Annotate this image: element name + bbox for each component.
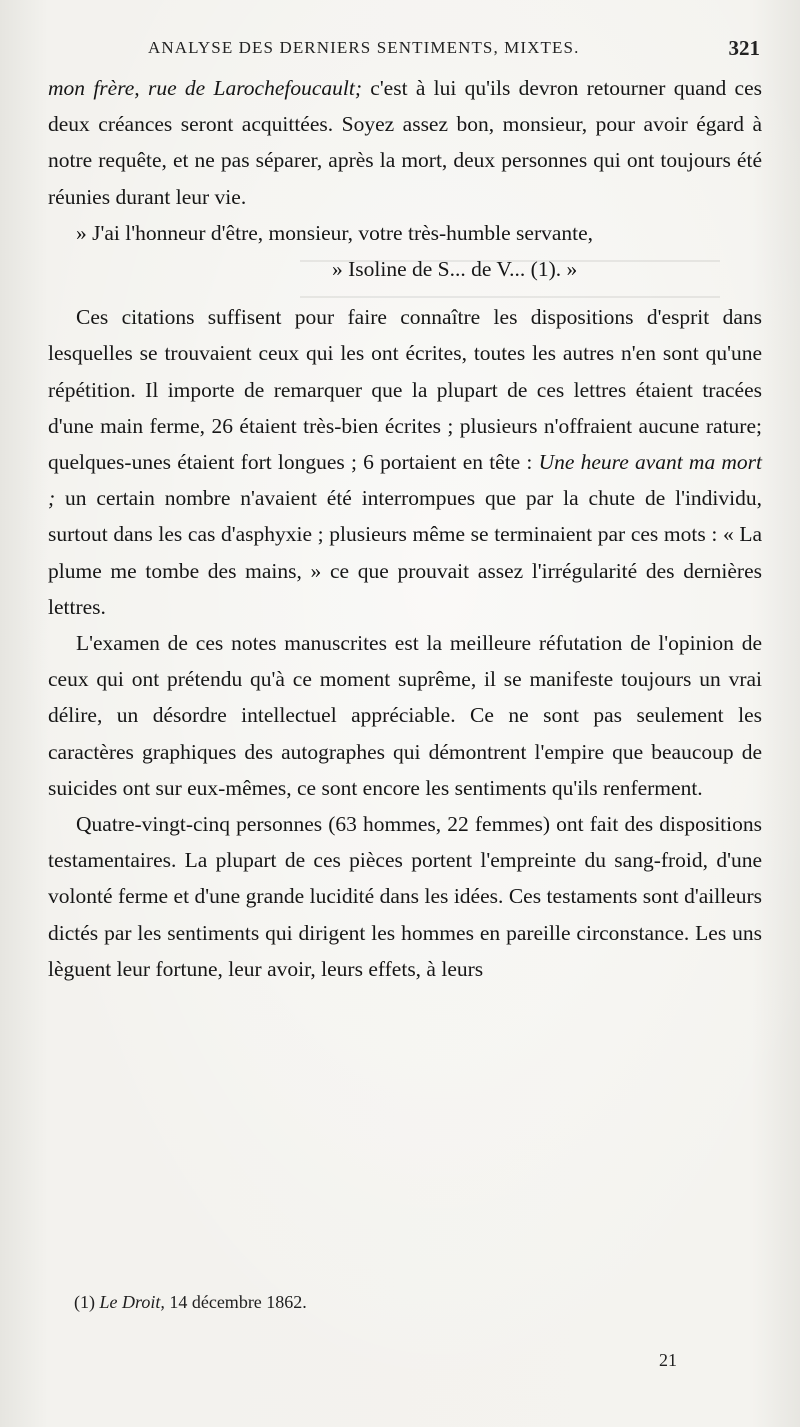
running-head: ANALYSE DES DERNIERS SENTIMENTS, MIXTES. bbox=[148, 38, 580, 57]
paragraph-examination: L'examen de ces notes manuscrites est la meilleure réfutation de l'opinion de ceux qui ont prétendu qu'à ce moment suprême, il se manifeste toujours un vrai délire, un désordre intellectuel appréciable. Ce ne sont pas seulement les caractères graphiques des autographes qui démontrent l'empire que beaucoup de suicides ont sur eux-mêmes, ce sont encore les sentiments qu'ils renferment. bbox=[48, 631, 762, 800]
italic-quote: Une heure avant ma mort ; bbox=[48, 450, 763, 511]
main-text bbox=[48, 70, 762, 987]
page-header bbox=[148, 36, 760, 64]
paragraph-testaments: Quatre-vingt-cinq personnes (63 hommes, 22 femmes) ont fait des dispositions testamentaires. La plupart de ces pièces portent l'empreinte du sang-froid, d'une volonté ferme et d'une grande lucidité dans les idées. Ces testaments sont d'ailleurs dictés par les sentiments qui dirigent les hommes en pareille circonstance. Les uns lèguent leur fortune, leur avoir, leurs effets, à leurs bbox=[48, 812, 762, 981]
letter-signature: » Isoline de S... de V... (1). » bbox=[332, 257, 578, 282]
paragraph-citations bbox=[48, 299, 762, 625]
footnote-marker: (1) bbox=[74, 1292, 95, 1312]
footnote-date: 14 décembre 1862. bbox=[169, 1292, 307, 1312]
paragraph-letter-continuation bbox=[48, 70, 762, 215]
footnote bbox=[74, 1292, 307, 1313]
italic-address: mon frère, rue de Larochefoucault; bbox=[48, 76, 362, 100]
footnote-source: Le Droit, bbox=[99, 1292, 165, 1312]
page-number: 321 bbox=[728, 36, 760, 60]
citations-text-start: Ces citations suffisent pour faire connaître les dispositions d'esprit dans lesquelles se trouvaient ceux qui les ont écrites, toutes les autres n'en sont qu'une répétition. Il importe de remarquer que la plupart de ces lettres étaient tracées d'une main ferme, 26 étaient très-bien écrites ; plusieurs n'offraient aucune rature; quelques-unes étaient fort longues ; 6 portaient en tête : bbox=[48, 305, 762, 475]
citations-text-end: un certain nombre n'avaient été interrompues que par la chute de l'individu, surtout dans les cas d'asphyxie ; plusieurs même se terminaient par ces mots : « La plume me tombe des mains, » ce que prouvait assez l'irrégularité des dernières lettres. bbox=[48, 486, 762, 619]
letter-text: c'est à lui qu'ils devron retourner quand ces deux créances seront acquittées. Soyez assez bon, monsieur, pour avoir égard à notre requête, et ne pas séparer, après la mort, deux personnes qui ont toujours été réunies durant leur vie. bbox=[48, 76, 762, 209]
paragraph-closing: » J'ai l'honneur d'être, monsieur, votre très-humble servante, bbox=[76, 220, 594, 245]
printer-signature-mark: 21 bbox=[659, 1350, 677, 1370]
